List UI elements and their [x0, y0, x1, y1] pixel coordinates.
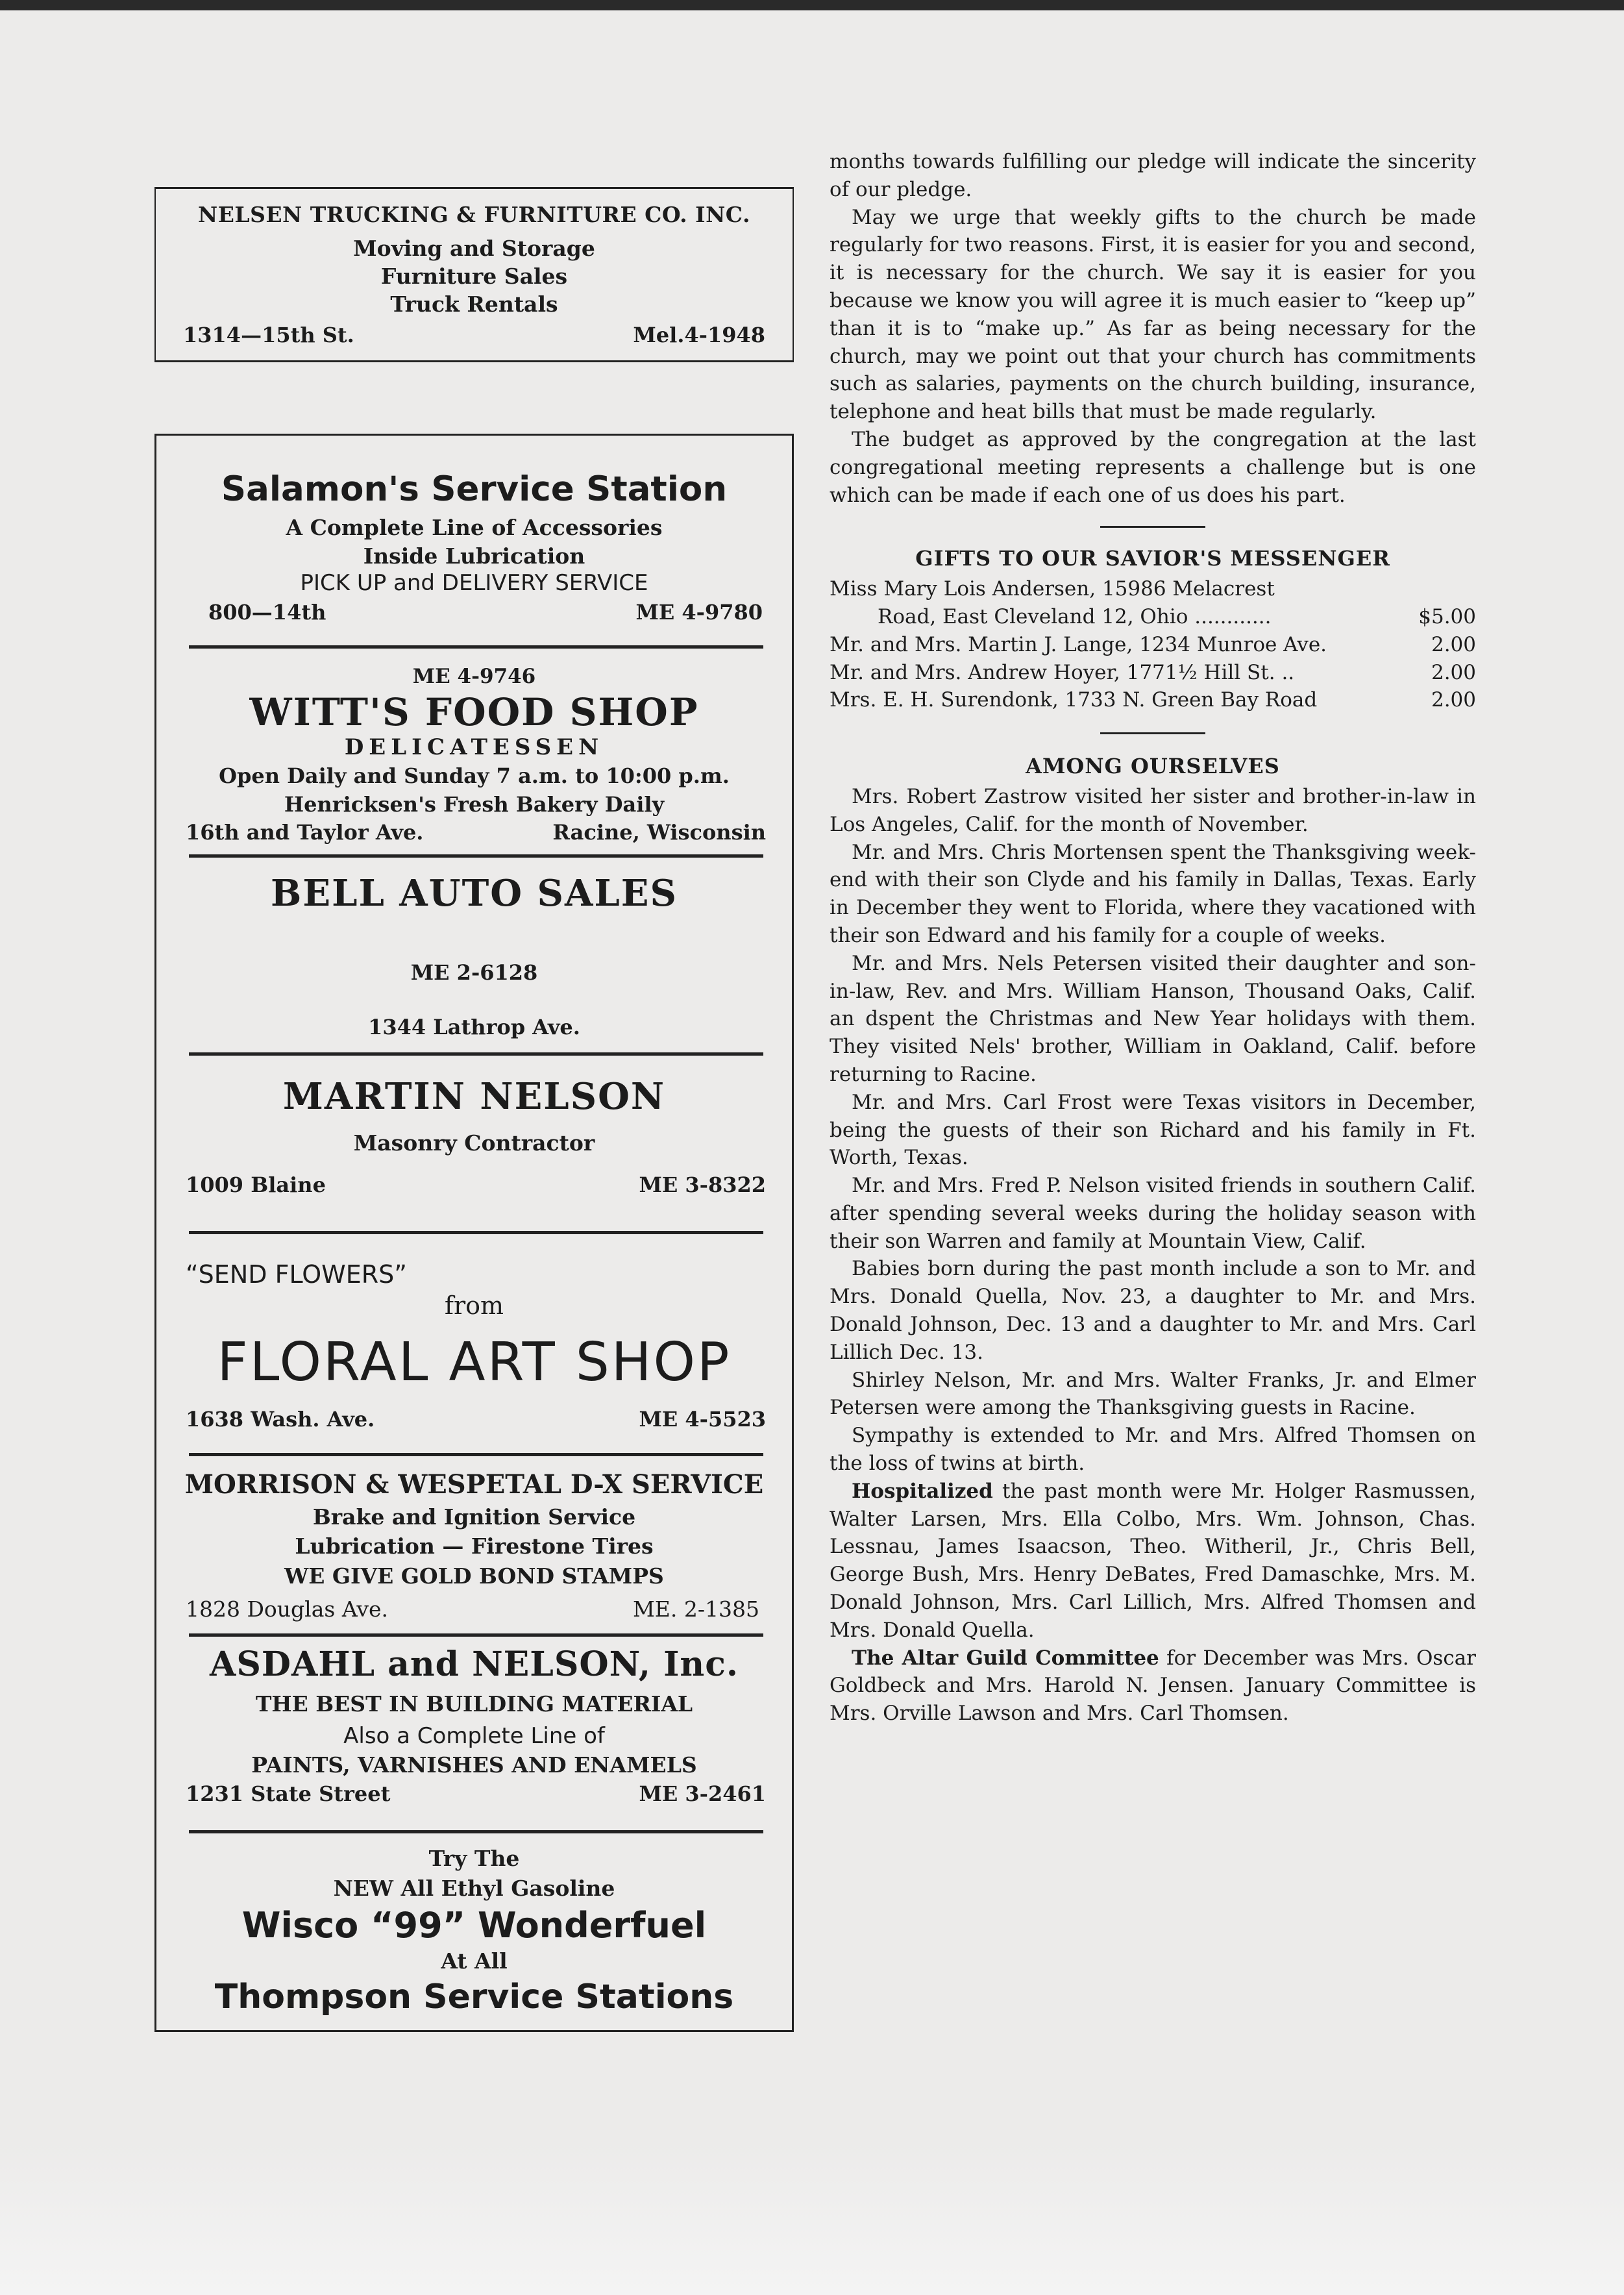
divider [189, 1453, 763, 1456]
ad-address: 1638 Wash. Ave. [186, 1407, 375, 1432]
ad-footer [156, 1407, 792, 1432]
article-paragraph: May we urge that weekly gifts to the church be made regularly for two reasons. First, it is easier for you and second, it is necessary for the church. We say it is easier for you because we know you will agree it is much easier to “keep up” than it is to “make up.” As far as being necessary for the church, may we point out that your church has commitments such as salaries, payments on the church building, insurance, telephone and heat bills that must be made regularly. [830, 205, 1476, 424]
divider [189, 1633, 763, 1637]
ads-column-box [154, 434, 794, 2032]
ad-line: Masonry Contractor [353, 1130, 595, 1156]
gift-item-cont [830, 603, 1476, 631]
news-paragraph: Mr. and Mrs. Chris Mortensen spent the Thanksgiving week-end with their son Clyde and his family in Dallas, Texas. Early in December they went to Florida, where they vacationed with their son Edward and his family for a couple of weeks. [830, 840, 1476, 947]
gift-amount: 2.00 [1431, 688, 1476, 712]
ad-line: NEW All Ethyl Gasoline [333, 1876, 615, 1901]
divider [189, 1231, 763, 1234]
gift-donor: Mr. and Mrs. Martin J. Lange, 1234 Munroe Ave. [830, 632, 1327, 656]
news-text: the past month were Mr. Holger Rasmussen, Walter Larsen, Mrs. Ella Colbo, Mrs. Wm. Johnson, Chas. Lessnau, James Isaacson, Theo. Witheril, Jr., Chris Bell, George Bush, Mrs. Henry DeBates, Fred Damaschke, Mrs. M. Donald Johnson, Mrs. Carl Lillich, Mrs. Alfred Thomsen and Mrs. Donald Quella. [830, 1479, 1476, 1642]
ad-phone: ME 4-5523 [639, 1407, 766, 1432]
ad-line: Try The [428, 1846, 520, 1871]
ad-phone: ME 4-9780 [635, 600, 763, 625]
news-text: for December was Mrs. Oscar Goldbeck and Mrs. Harold N. Jensen. January Committee is Mrs. Orville Lawson and Mrs. Carl Thomsen. [830, 1646, 1476, 1726]
ad-line: Brake and Ignition Service [312, 1504, 636, 1530]
scan-top-edge [0, 0, 1624, 10]
ad-line: Open Daily and Sunday 7 a.m. to 10:00 p.m. [219, 763, 730, 788]
ad-line: Moving and Storage [353, 236, 595, 261]
ad-line: At All [441, 1948, 508, 1974]
ad-floral-name: FLORAL ART SHOP [217, 1332, 732, 1393]
ad-city: Racine, Wisconsin [552, 820, 766, 845]
ad-address: 1231 State Street [186, 1781, 391, 1806]
ad-footer [156, 600, 792, 625]
ad-footer [156, 1781, 792, 1806]
ad-line: PICK UP and DELIVERY SERVICE [300, 570, 648, 596]
among-heading: AMONG OURSELVES [1026, 754, 1280, 779]
ad-salamon-name: Salamon's Service Station [221, 469, 728, 509]
news-paragraph [830, 1644, 1476, 1728]
ad-line: Henricksen's Fresh Bakery Daily [284, 792, 665, 817]
ad-footer [156, 1596, 792, 1622]
ad-phone: ME 3-8322 [639, 1172, 766, 1197]
ad-phone: Mel.4-1948 [633, 323, 765, 347]
news-lead: Hospitalized [852, 1479, 993, 1503]
gift-item: Miss Mary Lois Andersen, 15986 Melacrest [830, 577, 1275, 601]
gift-list [830, 575, 1476, 714]
ad-line: DELICATESSEN [344, 734, 604, 760]
news-paragraph [830, 1478, 1476, 1644]
gift-amount: 2.00 [1431, 632, 1476, 656]
ad-footer [156, 820, 792, 845]
ad-address: 1314—15th St. [183, 323, 354, 347]
ad-witt-name: WITT'S FOOD SHOP [249, 690, 699, 734]
news-paragraph: Babies born during the past month include a son to Mr. and Mrs. Donald Quella, Nov. 23, a daughter to Mr. and Mrs. Donald Johnson, Dec. 13 and a daughter to Mr. and Mrs. Carl Lillich Dec. 13. [830, 1257, 1476, 1364]
news-paragraph: Mr. and Mrs. Nels Petersen visited their daughter and son-in-law, Rev. and Mrs. William Hanson, Thousand Oaks, Calif. an dspent the Christmas and New Year holidays with them. They visited Nels' brother, William in Oakland, Calif. before returning to Racine. [830, 951, 1476, 1086]
news-lead: The Altar Guild Committee [852, 1646, 1159, 1670]
ad-line: from [444, 1291, 504, 1320]
ad-line: Inside Lubrication [363, 543, 585, 569]
ad-line: A Complete Line of Accessories [286, 515, 663, 540]
ad-martin-name: MARTIN NELSON [282, 1075, 666, 1118]
ad-line: Furniture Sales [380, 264, 568, 289]
right-column [830, 148, 1476, 1728]
ad-nelsen-trucking [154, 187, 794, 362]
ad-asdahl-name: ASDAHL and NELSON, Inc. [210, 1644, 739, 1684]
ad-address: 1344 Lathrop Ave. [368, 1015, 580, 1039]
ad-thompson-name: Thompson Service Stations [214, 1978, 734, 2016]
ad-phone: ME 4-9746 [412, 665, 536, 688]
ad-phone: ME 2-6128 [410, 960, 538, 985]
gift-donor: Road, East Cleveland 12, Ohio ............ [878, 604, 1272, 628]
ad-bell-name: BELL AUTO SALES [271, 872, 678, 915]
ad-line: Lubrication — Firestone Tires [295, 1533, 654, 1559]
news-paragraph: Mrs. Robert Zastrow visited her sister and brother-in-law in Los Angeles, Calif. for the month of November. [830, 784, 1476, 836]
ad-address: 1009 Blaine [186, 1172, 326, 1197]
gift-item [830, 686, 1476, 714]
ad-line: Truck Rentals [390, 292, 558, 317]
gift-donor: Mrs. E. H. Surendonk, 1733 N. Green Bay Road [830, 688, 1318, 712]
gift-donor: Mr. and Mrs. Andrew Hoyer, 1771½ Hill St. .. [830, 660, 1295, 684]
divider [189, 1830, 763, 1833]
ad-address: 16th and Taylor Ave. [186, 820, 424, 845]
article-paragraph: months towards fulfilling our pledge will indicate the sincerity of our pledge. [830, 150, 1476, 201]
gift-amount: 2.00 [1431, 660, 1476, 684]
ad-morrison-name: MORRISON & WESPETAL D-X SERVICE [184, 1469, 764, 1500]
gifts-heading: GIFTS TO OUR SAVIOR'S MESSENGER [915, 546, 1390, 571]
ad-phone: ME. 2-1385 [633, 1596, 759, 1622]
article-paragraph: The budget as approved by the congregation at the last congregational meeting represents a challenge but is one which can be made if each one of us does his part. [830, 427, 1476, 507]
news-paragraph: Mr. and Mrs. Fred P. Nelson visited friends in southern Calif. after spending several weeks during the holiday season with their son Warren and family at Mountain View, Calif. [830, 1174, 1476, 1253]
gift-item [830, 631, 1476, 659]
gift-item [830, 659, 1476, 687]
ad-line: WE GIVE GOLD BOND STAMPS [284, 1563, 664, 1589]
divider [189, 1052, 763, 1056]
gift-amount: $5.00 [1418, 604, 1476, 628]
divider [189, 854, 763, 858]
ad-footer [156, 1172, 792, 1197]
ad-address: 1828 Douglas Ave. [186, 1596, 388, 1622]
divider [189, 645, 763, 649]
ad-phone: ME 3-2461 [639, 1781, 766, 1806]
ad-line: PAINTS, VARNISHES AND ENAMELS [251, 1752, 697, 1778]
ad-wisco-name: Wisco “99” Wonderfuel [241, 1905, 707, 1946]
scan-bottom-margin [0, 2142, 1624, 2295]
news-paragraph: Mr. and Mrs. Carl Frost were Texas visitors in December, being the guests of their son Richard and his family in Ft. Worth, Texas. [830, 1090, 1476, 1170]
ad-footer [156, 323, 793, 347]
ad-line: THE BEST IN BUILDING MATERIAL [255, 1691, 693, 1717]
ad-address: 800—14th [208, 600, 326, 625]
ad-name: NELSEN TRUCKING & FURNITURE CO. INC. [198, 202, 750, 227]
news-paragraph: Sympathy is extended to Mr. and Mrs. Alfred Thomsen on the loss of twins at birth. [830, 1424, 1476, 1476]
news-paragraph: Shirley Nelson, Mr. and Mrs. Walter Franks, Jr. and Elmer Petersen were among the Thanksgiving guests in Racine. [830, 1368, 1476, 1420]
ad-line: Also a Complete Line of [343, 1723, 605, 1749]
ad-floral-tag: “SEND FLOWERS” [186, 1260, 407, 1289]
